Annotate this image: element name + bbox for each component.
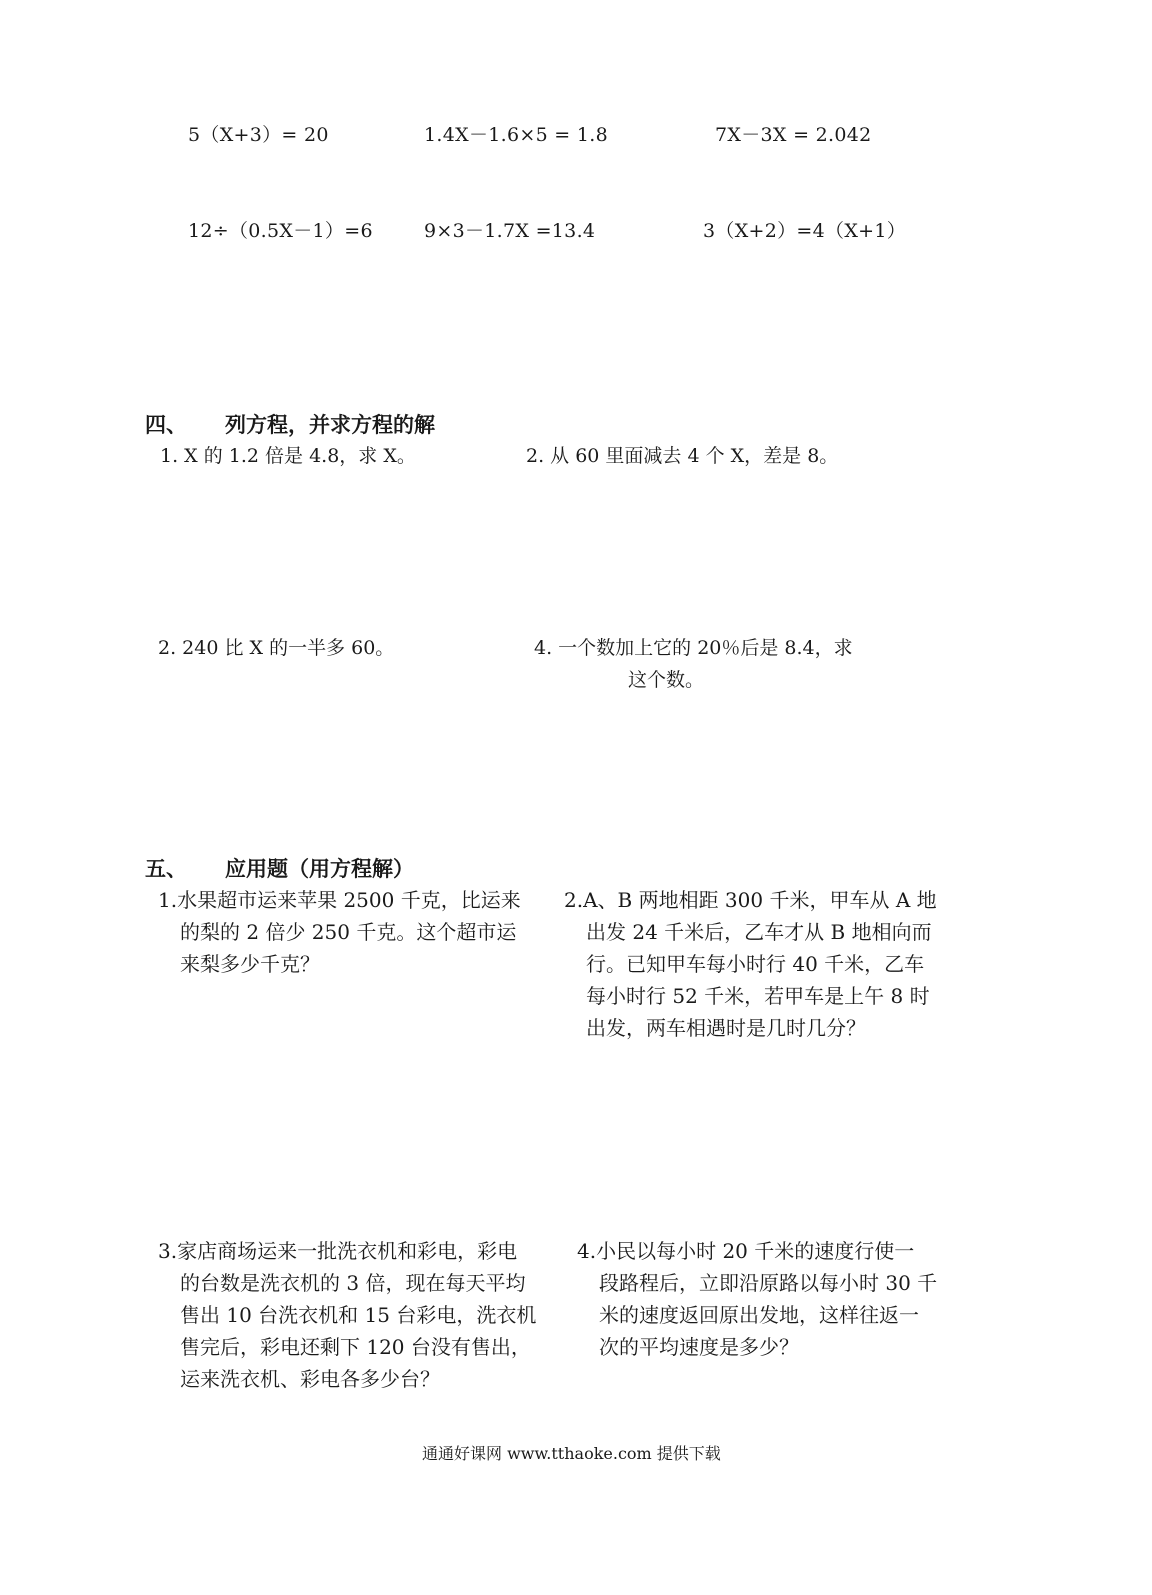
- footer-credit: 通通好课网 www.tthaoke.com 提供下载: [422, 1444, 721, 1463]
- section-4-title: 列方程，并求方程的解: [225, 413, 435, 437]
- section-4-heading: [145, 409, 435, 439]
- equation-3: 7X－3X = 2.042: [715, 124, 872, 146]
- problem-3-line: 3.家店商场运来一批洗衣机和彩电，彩电: [158, 1239, 518, 1263]
- problem-1: [158, 884, 521, 980]
- problem-4-line: 段路程后，立即沿原路以每小时 30 千: [599, 1271, 938, 1295]
- section-5-number: 五、: [145, 857, 187, 881]
- equation-2: 1.4X－1.6×5 = 1.8: [424, 124, 608, 146]
- section-5-title: 应用题（用方程解）: [225, 857, 414, 881]
- problem-1-line: 的梨的 2 倍少 250 千克。这个超市运: [180, 920, 517, 944]
- equation-1: 5（X+3）= 20: [188, 124, 329, 146]
- problem-3-line: 的台数是洗衣机的 3 倍，现在每天平均: [180, 1271, 526, 1295]
- problem-3-line: 售完后，彩电还剩下 120 台没有售出，: [180, 1335, 531, 1359]
- problem-1-line: 来梨多少千克？: [180, 952, 320, 976]
- problem-3: [158, 1235, 536, 1395]
- section-4-question-2: 2. 从 60 里面减去 4 个 X，差是 8。: [526, 445, 839, 467]
- problem-2-line: 每小时行 52 千米，若甲车是上午 8 时: [586, 984, 930, 1008]
- section-4-question-3: 2. 240 比 X 的一半多 60。: [158, 637, 395, 659]
- section-4-question-4-line-2: 这个数。: [628, 669, 705, 691]
- problem-3-line: 售出 10 台洗衣机和 15 台彩电，洗衣机: [180, 1303, 537, 1327]
- section-4-number: 四、: [145, 413, 187, 437]
- section-4-question-1: 1. X 的 1.2 倍是 4.8，求 X。: [160, 445, 416, 467]
- problem-4-line: 米的速度返回原出发地，这样往返一: [599, 1303, 919, 1327]
- section-5-heading: [145, 853, 414, 883]
- problem-2-line: 出发 24 千米后，乙车才从 B 地相向而: [586, 920, 932, 944]
- equation-4: 12÷（0.5X－1）=6: [188, 220, 373, 242]
- problem-2-line: 行。已知甲车每小时行 40 千米，乙车: [586, 952, 925, 976]
- problem-2-line: 出发，两车相遇时是几时几分？: [586, 1016, 866, 1040]
- problem-1-line: 1.水果超市运来苹果 2500 千克，比运来: [158, 888, 521, 912]
- problem-2: [564, 884, 937, 1044]
- problem-4: [577, 1235, 937, 1363]
- problem-3-line: 运来洗衣机、彩电各多少台？: [180, 1367, 440, 1391]
- problem-4-line: 4.小民以每小时 20 千米的速度行使一: [577, 1239, 915, 1263]
- problem-2-line: 2.A、B 两地相距 300 千米，甲车从 A 地: [564, 888, 937, 912]
- problem-4-line: 次的平均速度是多少？: [599, 1335, 799, 1359]
- section-4-question-4-line-1: 4. 一个数加上它的 20％后是 8.4，求: [534, 637, 853, 659]
- equation-6: 3（X+2）=4（X+1）: [703, 220, 907, 242]
- equation-5: 9×3－1.7X =13.4: [424, 220, 596, 242]
